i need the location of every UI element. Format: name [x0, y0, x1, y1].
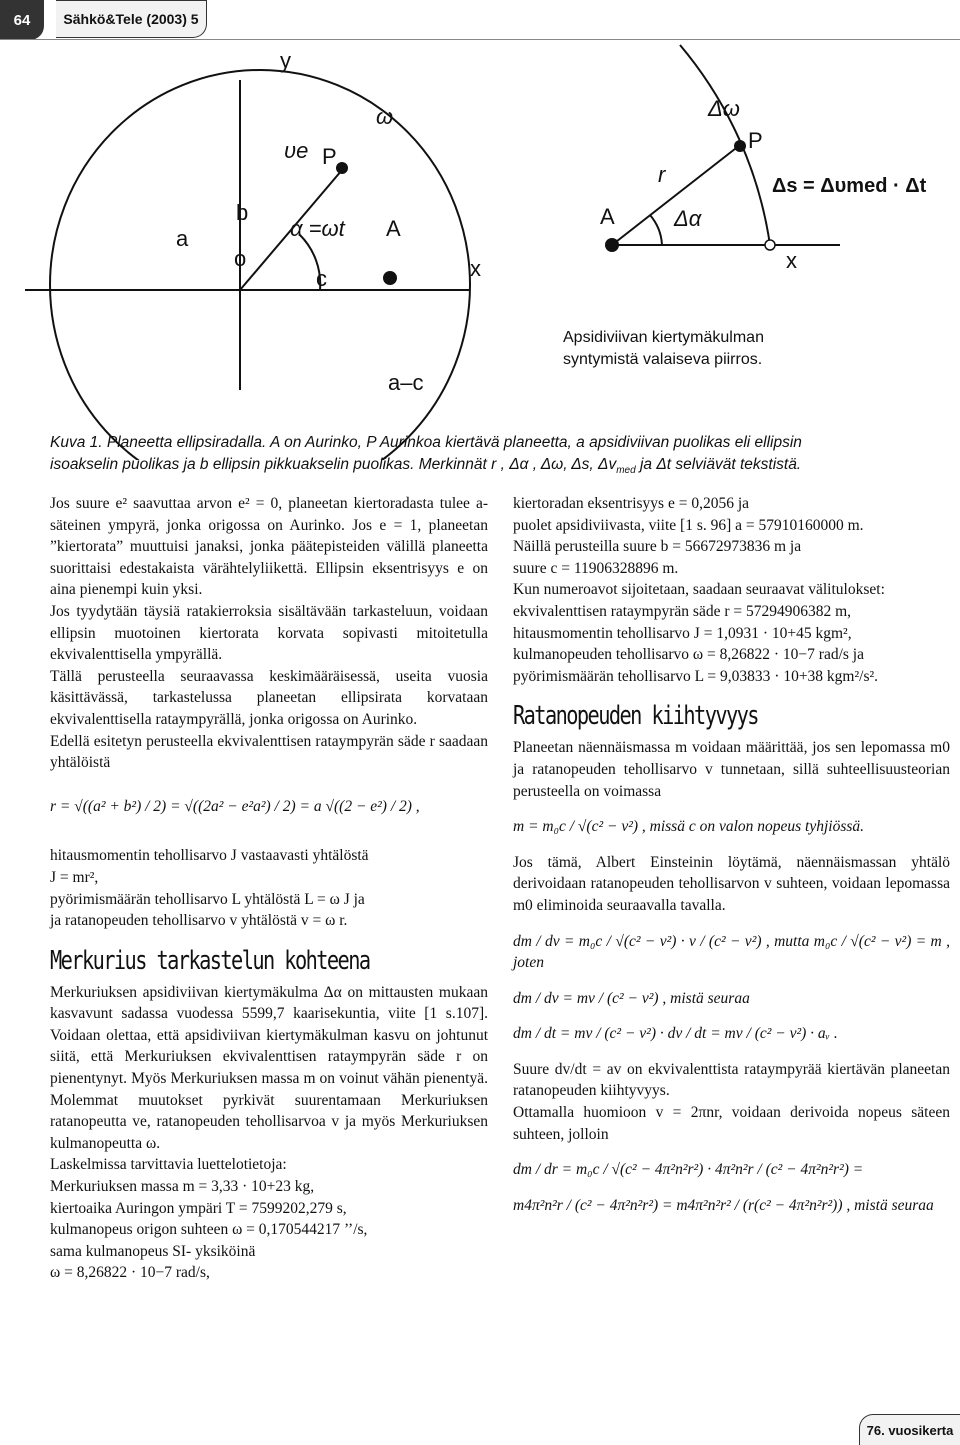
text-line: Merkuriuksen massa m = 3,33 · 10+23 kg,	[50, 1178, 315, 1196]
paragraph: Planeetan näennäismassa m voidaan määrittää, jos sen lepomassa m0 ja ratanopeuden tehollisarvo v tunnetaan, sillä suhteellisuusteorian perusteella on voimassa	[513, 739, 950, 800]
text-line: pyörimismäärän tehollisarvo L = 9,03833 · 10+38 kgm²/s².	[513, 667, 878, 685]
paragraph: Edellä esitetyn perusteella ekvivalenttisen rataympyrän säde r saadaan yhtälöistä	[50, 732, 488, 772]
text-line: suure c = 11906328896 m.	[513, 559, 679, 577]
journal-title: Sähkö&Tele (2003) 5	[56, 0, 207, 38]
label-d-alpha: Δα	[674, 206, 702, 231]
paragraph: Suure dv/dt = av on ekvivalenttista rataympyrää kiertävän planeetan ratanopeuden kiihtyvyys.	[513, 1060, 950, 1100]
sun-a-dot	[383, 271, 397, 285]
arc-diagram	[612, 45, 840, 245]
label-a: a	[176, 226, 189, 251]
page-footer: 76. vuosikerta	[859, 1414, 960, 1445]
label-a-minus-c: a–c	[388, 370, 424, 395]
caption-line-2	[50, 454, 940, 482]
text-line: pyörimismäärän tehollisarvo L yhtälöstä L = ω J ja	[50, 890, 365, 908]
label-ve: υe	[284, 138, 309, 163]
label-p-left: P	[322, 144, 337, 169]
text-line: Laskelmissa tarvittavia luettelotietoja:	[50, 1156, 287, 1174]
section-heading: Merkurius tarkastelun kohteena	[50, 945, 370, 976]
text-line: puolet apsidiviivasta, viite [1 s. 96] a = 57910160000 m.	[513, 516, 864, 534]
equation: dm / dv = m₀c / √(c² − v²) · v / (c² − v²) , mutta m₀c / √(c² − v²) = m , joten	[513, 932, 950, 972]
label-y: y	[280, 48, 291, 73]
label-b: b	[236, 200, 249, 225]
equation-r: r = √((a² + b²) / 2) = √((2a² − e²a²) / 2) = a √((2 − e²) / 2) ,	[50, 797, 420, 815]
label-a-right: A	[600, 204, 615, 229]
label-ds-eq: Δs = Δυmed · Δt	[772, 175, 927, 197]
side-caption-line-2: syntymistä valaiseva piirros.	[563, 351, 763, 368]
paragraph: Ottamalla huomioon v = 2πnr, voidaan derivoida nopeus säteen suhteen, jolloin	[513, 1104, 950, 1143]
equation: dm / dv = mv / (c² − v²) , mistä seuraa	[513, 989, 750, 1007]
section-heading: Ratanopeuden kiihtyvyys	[513, 701, 758, 732]
caption-sub-med: med	[616, 465, 636, 477]
label-omega: ω	[376, 104, 394, 129]
text-line: Näillä perusteilla suure b = 56672973836 m ja	[513, 538, 802, 556]
figure-caption	[50, 432, 940, 482]
paragraph: Jos tyydytään täysiä ratakierroksia sisältävään tarkasteluun, voidaan ellipsin muotoinen kiertorata korvata sopivasti mitoitetulla ekvivalenttisella ympyrällä.	[50, 602, 488, 664]
paragraph: Jos suure e² saavuttaa arvon e² = 0, planeetan kiertoradasta tulee a-säteinen ympyrä, jonka origossa on Aurinko. Jos e = 1, planeetan ”kiertorata” muuttuisi janaksi, jonka päätepisteiden välillä planeetta suorittaisi edestakaista värähtelyliikettä. Ellipsin eksentrisyys e on aina pienempi kuin yksi.	[50, 495, 488, 599]
paragraph: Merkuriuksen apsidiviivan kiertymäkulma Δα on mittausten mukaan kasvavunt sadassa vuodessa 5599,7 kaarisekuntia, viite [1 s.107]. Voidaan olettaa, että apsidiviivan kiertymäkulman kasvu on johtunut siitä, että Merkuriuksen ekvivalenttisen rataympyrän säde r on pienentynyt. Myös Merkuriuksen massa m on voinut vähän pienentyä. Molemmat muutokset pyrkivät suurentamaan Merkuriuksen ratanopeutta ve, ratanopeuden tehollisarvoa v ja myös Merkuriuksen kulmanopeutta ω.	[50, 983, 488, 1152]
text-line: hitausmomentin tehollisarvo J vastaavasti yhtälöstä	[50, 847, 369, 865]
planet-p-dot	[336, 162, 348, 174]
left-column	[50, 493, 488, 1284]
equation: m4π²n²r / (c² − 4π²n²r²) = m4π²n²r² / (r(c² − 4π²n²r²)) , mistä seuraa	[513, 1196, 934, 1214]
text-line: ja ratanopeuden tehollisarvo v yhtälöstä v = ω r.	[50, 912, 348, 930]
paragraph: Jos tämä, Albert Einsteinin löytämä, näennäismassan yhtälö derivoidaan ratanopeuden tehollisarvon v suhteen, voidaan lepomassa m0 eliminoida seuraavalla tavalla.	[513, 853, 950, 914]
label-x-left: x	[470, 256, 481, 281]
label-x-right: x	[786, 248, 797, 273]
equation: dm / dt = mv / (c² − v²) · dv / dt = mv / (c² − v²) · aᵥ .	[513, 1025, 838, 1043]
label-o: o	[234, 246, 247, 271]
label-p-right: P	[748, 128, 763, 153]
caption-line-1: Kuva 1. Planeetta ellipsiradalla. A on Aurinko, P Aurinkoa kiertävä planeetta, a apsidiviivan puolikas eli ellipsin	[50, 434, 802, 451]
page-number: 64	[0, 0, 44, 40]
label-a-sun: A	[386, 216, 401, 241]
label-r: r	[658, 162, 666, 187]
caption-line-2-text: isoakselin puolikas ja b ellipsin pikkuakselin puolikas. Merkinnät r , Δα , Δω, Δs, Δv	[50, 456, 617, 473]
text-line: sama kulmanopeus SI- yksiköinä	[50, 1242, 256, 1260]
delta-alpha-arc	[650, 215, 662, 245]
text-line: Kun numeroavot sijoitetaan, saadaan seuraavat välitulokset:	[513, 581, 885, 599]
caption-line-2-tail: ja Δt selviävät tekstistä.	[635, 456, 802, 473]
page-header	[0, 0, 960, 40]
figure-side-caption	[563, 327, 764, 371]
text-line: kulmanopeuden tehollisarvo ω = 8,26822 · 10−7 rad/s ja	[513, 646, 864, 664]
side-caption-line-1: Apsidiviivan kiertymäkulman	[563, 329, 764, 346]
orbit-figure	[0, 40, 960, 460]
text-line: kulmanopeus origon suhteen ω = 0,170544217 ’’/s,	[50, 1221, 368, 1239]
label-alpha-eq: α =ωt	[290, 216, 345, 241]
start-point-dot	[765, 240, 775, 250]
sun-a-dot-right	[605, 238, 619, 252]
text-line: ekvivalenttisen rataympyrän säde r = 57294906382 m,	[513, 602, 852, 620]
label-d-omega: Δω	[708, 96, 740, 121]
text-line: kiertoaika Auringon ympäri T = 7599202,279 s,	[50, 1199, 347, 1217]
equation: dm / dr = m₀c / √(c² − 4π²n²r²) · 4π²n²r / (c² − 4π²n²r²) =	[513, 1161, 864, 1179]
right-column	[513, 493, 950, 1230]
text-line: hitausmomentin tehollisarvo J = 1,0931 · 10+45 kgm²,	[513, 624, 852, 642]
text-line: J = mr²,	[50, 868, 99, 886]
ellipse-diagram	[25, 70, 470, 460]
text-line: kiertoradan eksentrisyys e = 0,2056 ja	[513, 495, 750, 512]
planet-p-dot-right	[734, 140, 746, 152]
equation: m = m₀c / √(c² − v²) , missä c on valon nopeus tyhjiössä.	[513, 818, 865, 836]
text-line: ω = 8,26822 · 10−7 rad/s,	[50, 1264, 210, 1282]
label-c: c	[316, 266, 327, 291]
paragraph: Tällä perusteella seuraavassa keskimääräisessä, useita vuosia käsittävässä, tarkastelussa planeetan ellipsirata korvataan ekvivalenttisella rataympyrällä, jonka origossa on Aurinko.	[50, 667, 488, 728]
